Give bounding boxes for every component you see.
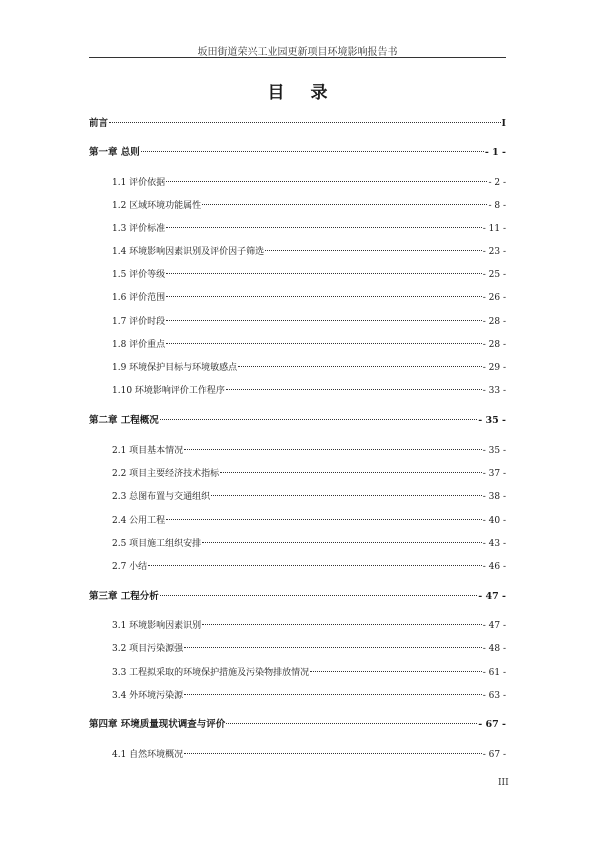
document-header-title: 坂田街道荣兴工业园更新项目环境影响报告书: [197, 47, 398, 58]
toc-title: 目 录: [267, 83, 338, 103]
toc-section-entry[interactable]: [112, 384, 506, 398]
toc-dot-leader: [184, 753, 482, 754]
toc-entry-page: - 28 -: [482, 317, 506, 327]
toc-entry-label: 1.5 评价等级: [112, 270, 166, 280]
toc-chapter-entry[interactable]: [89, 590, 506, 604]
toc-entry-page: - 40 -: [482, 516, 506, 526]
toc-entry-page: - 46 -: [482, 562, 506, 572]
toc-entry-page: - 11 -: [482, 224, 506, 234]
toc-entry-label: 1.10 环境影响评价工作程序: [112, 386, 225, 396]
toc-section-entry[interactable]: [112, 361, 506, 375]
toc-dot-leader: [109, 122, 501, 123]
toc-entry-page: - 47 -: [482, 621, 506, 631]
toc-entry-page: - 33 -: [482, 386, 506, 396]
toc-dot-leader: [166, 343, 482, 344]
toc-entry-page: - 23 -: [482, 247, 506, 257]
toc-section-entry[interactable]: [112, 689, 506, 703]
toc-entry-label: 1.1 评价依据: [112, 178, 166, 188]
toc-dot-leader: [202, 204, 487, 205]
toc-section-entry[interactable]: [112, 467, 506, 481]
toc-section-entry[interactable]: [112, 268, 506, 282]
toc-entry-label: 前言: [89, 118, 109, 129]
toc-dot-leader: [166, 519, 482, 520]
toc-dot-leader: [160, 595, 477, 596]
toc-dot-leader: [184, 694, 482, 695]
toc-entry-label: 1.6 评价范围: [112, 293, 166, 303]
toc-entry-label: 第二章 工程概况: [89, 415, 159, 426]
toc-section-entry[interactable]: [112, 642, 506, 656]
toc-dot-leader: [226, 723, 477, 724]
toc-entry-label: 1.9 环境保护目标与环境敏感点: [112, 363, 238, 373]
toc-entry-label: 3.4 外环境污染源: [112, 691, 184, 701]
toc-section-entry[interactable]: [112, 560, 506, 574]
toc-section-entry[interactable]: [112, 490, 506, 504]
toc-entry-page: - 29 -: [482, 363, 506, 373]
toc-entry-label: 1.7 评价时段: [112, 317, 166, 327]
header-divider: [89, 57, 506, 58]
toc-dot-leader: [184, 449, 482, 450]
page-number: III: [498, 778, 509, 788]
toc-section-entry[interactable]: [112, 176, 506, 190]
toc-entry-page: - 25 -: [482, 270, 506, 280]
toc-entry-page: I: [501, 118, 506, 129]
toc-entry-page: - 43 -: [482, 539, 506, 549]
toc-entry-page: - 67 -: [478, 719, 506, 730]
toc-entry-page: - 26 -: [482, 293, 506, 303]
toc-dot-leader: [226, 389, 482, 390]
toc-entry-page: - 67 -: [482, 750, 506, 760]
toc-entry-label: 2.7 小结: [112, 562, 148, 572]
toc-dot-leader: [310, 671, 482, 672]
toc-dot-leader: [202, 624, 482, 625]
toc-section-entry[interactable]: [112, 315, 506, 329]
toc-entry-label: 第三章 工程分析: [89, 591, 159, 602]
toc-entry-label: 3.1 环境影响因素识别: [112, 621, 202, 631]
toc-entry-page: - 48 -: [482, 644, 506, 654]
toc-entry-page: - 38 -: [482, 492, 506, 502]
toc-section-entry[interactable]: [112, 199, 506, 213]
toc-entry-label: 第一章 总则: [89, 147, 140, 158]
toc-section-entry[interactable]: [112, 619, 506, 633]
toc-chapter-entry[interactable]: [89, 146, 506, 160]
toc-section-entry[interactable]: [112, 514, 506, 528]
toc-section-entry[interactable]: [112, 338, 506, 352]
toc-entry-page: - 28 -: [482, 340, 506, 350]
toc-entry-page: - 35 -: [482, 446, 506, 456]
toc-dot-leader: [166, 273, 482, 274]
toc-entry-page: - 35 -: [478, 415, 506, 426]
toc-dot-leader: [202, 542, 482, 543]
toc-entry-label: 1.2 区域环境功能属性: [112, 201, 202, 211]
toc-entry-label: 1.4 环境影响因素识别及评价因子筛选: [112, 247, 265, 257]
toc-section-entry[interactable]: [112, 222, 506, 236]
toc-entry-label: 1.8 评价重点: [112, 340, 166, 350]
toc-entry-label: 2.3 总图布置与交通组织: [112, 492, 211, 502]
toc-dot-leader: [166, 227, 482, 228]
toc-entry-label: 2.2 项目主要经济技术指标: [112, 469, 220, 479]
toc-entry-label: 4.1 自然环境概况: [112, 750, 184, 760]
toc-entry-page: - 2 -: [488, 178, 506, 188]
toc-entry-page: - 1 -: [484, 147, 506, 158]
toc-entry-page: - 61 -: [482, 668, 506, 678]
toc-section-entry[interactable]: [112, 748, 506, 762]
toc-entry-label: 2.5 项目施工组织安排: [112, 539, 202, 549]
toc-chapter-entry[interactable]: [89, 117, 506, 131]
toc-entry-page: - 8 -: [488, 201, 506, 211]
toc-dot-leader: [220, 472, 482, 473]
toc-dot-leader: [211, 495, 482, 496]
toc-dot-leader: [238, 366, 482, 367]
toc-dot-leader: [160, 419, 477, 420]
toc-entry-label: 2.1 项目基本情况: [112, 446, 184, 456]
toc-dot-leader: [265, 250, 482, 251]
toc-entry-label: 2.4 公用工程: [112, 516, 166, 526]
toc-entry-page: - 47 -: [478, 591, 506, 602]
toc-section-entry[interactable]: [112, 245, 506, 259]
toc-chapter-entry[interactable]: [89, 414, 506, 428]
toc-dot-leader: [166, 320, 482, 321]
toc-section-entry[interactable]: [112, 291, 506, 305]
toc-dot-leader: [166, 296, 482, 297]
toc-section-entry[interactable]: [112, 444, 506, 458]
toc-section-entry[interactable]: [112, 666, 506, 680]
toc-entry-label: 3.3 工程拟采取的环境保护措施及污染物排放情况: [112, 668, 310, 678]
toc-entry-label: 3.2 项目污染源强: [112, 644, 184, 654]
toc-chapter-entry[interactable]: [89, 718, 506, 732]
toc-dot-leader: [141, 151, 484, 152]
toc-entry-page: - 63 -: [482, 691, 506, 701]
toc-section-entry[interactable]: [112, 537, 506, 551]
toc-dot-leader: [166, 181, 487, 182]
toc-entry-label: 第四章 环境质量现状调查与评价: [89, 719, 226, 730]
toc-entry-label: 1.3 评价标准: [112, 224, 166, 234]
toc-dot-leader: [148, 565, 482, 566]
toc-entry-page: - 37 -: [482, 469, 506, 479]
toc-dot-leader: [184, 647, 482, 648]
